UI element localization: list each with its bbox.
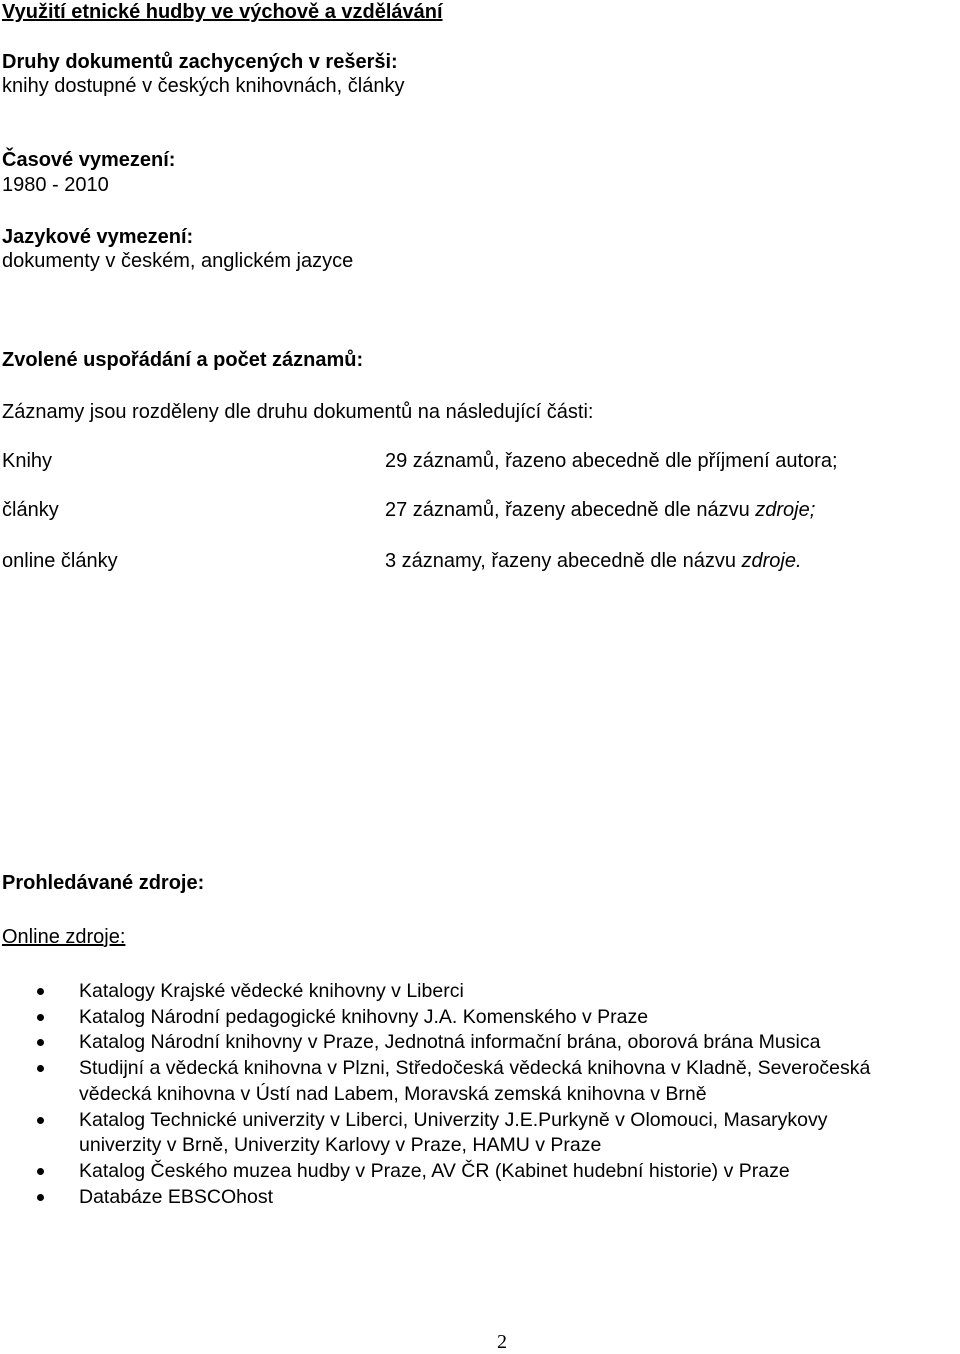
record-description-emphasis: zdroje. — [741, 550, 802, 572]
page-number: 2 — [497, 1331, 507, 1353]
record-description-emphasis: zdroje; — [755, 499, 816, 521]
list-item-text: Databáze EBSCOhost — [79, 1185, 274, 1208]
record-description-text: 27 záznamů, řazeny abecedně dle názvu — [385, 499, 756, 521]
list-item-text-continued: vědecká knihovna v Ústí nad Labem, Moravská zemská knihovna v Brně — [79, 1082, 707, 1105]
record-description — [385, 549, 802, 573]
list-item-text: Studijní a vědecká knihovna v Plzni, Středočeská vědecká knihovna v Kladně, Severočeská — [79, 1057, 871, 1080]
list-item — [0, 1159, 960, 1185]
record-description — [385, 449, 838, 473]
list-item — [0, 1056, 960, 1107]
online-sources-heading: Online zdroje: — [2, 926, 126, 948]
list-item-text: Katalog Národní pedagogické knihovny J.A. Komenského v Praze — [79, 1005, 649, 1028]
sources-heading: Prohledávané zdroje: — [2, 872, 205, 894]
list-item — [0, 1005, 960, 1031]
bullet-icon — [37, 1065, 44, 1072]
bullet-icon — [37, 1014, 44, 1021]
time-range-value: 1980 - 2010 — [2, 174, 109, 196]
list-item — [0, 1185, 960, 1211]
record-description-text: 29 záznamů, řazeno abecedně dle příjmení autora; — [385, 450, 838, 472]
bullet-icon — [37, 1194, 44, 1201]
record-description-text: 3 záznamy, řazeny abecedně dle názvu — [385, 550, 742, 572]
language-value: dokumenty v českém, anglickém jazyce — [2, 250, 354, 272]
record-category: Knihy — [2, 450, 53, 472]
ordering-intro: Záznamy jsou rozděleny dle druhu dokumentů na následující části: — [2, 401, 594, 423]
list-item-text-continued: univerzity v Brně, Univerzity Karlovy v Praze, HAMU v Praze — [79, 1134, 602, 1157]
document-types-heading: Druhy dokumentů zachycených v rešerši: — [2, 51, 398, 73]
list-item-text: Katalog Technické univerzity v Liberci, Univerzity J.E.Purkyně v Olomouci, Masarykovy — [79, 1108, 828, 1131]
list-item — [0, 1108, 960, 1159]
document-title: Využití etnické hudby ve výchově a vzdělávání — [2, 1, 443, 23]
time-range-heading: Časové vymezení: — [2, 149, 176, 171]
list-item-text: Katalog Českého muzea hudby v Praze, AV ČR (Kabinet hudební historie) v Praze — [79, 1159, 790, 1182]
list-item-text: Katalogy Krajské vědecké knihovny v Liberci — [79, 980, 464, 1002]
bullet-icon — [37, 1039, 44, 1046]
bullet-icon — [37, 1168, 44, 1175]
list-item-text: Katalog Národní knihovny v Praze, Jednotná informační brána, oborová brána Musica — [79, 1031, 821, 1054]
record-category: články — [2, 499, 59, 521]
language-heading: Jazykové vymezení: — [2, 226, 194, 248]
document-types-value: knihy dostupné v českých knihovnách, články — [2, 75, 405, 97]
source-list — [0, 979, 960, 1210]
list-item — [0, 1030, 960, 1056]
bullet-icon — [37, 1117, 44, 1124]
bullet-icon — [37, 988, 44, 995]
record-description — [385, 498, 815, 522]
record-category: online články — [2, 550, 118, 572]
list-item — [0, 979, 960, 1005]
ordering-heading: Zvolené uspořádání a počet záznamů: — [2, 349, 364, 371]
